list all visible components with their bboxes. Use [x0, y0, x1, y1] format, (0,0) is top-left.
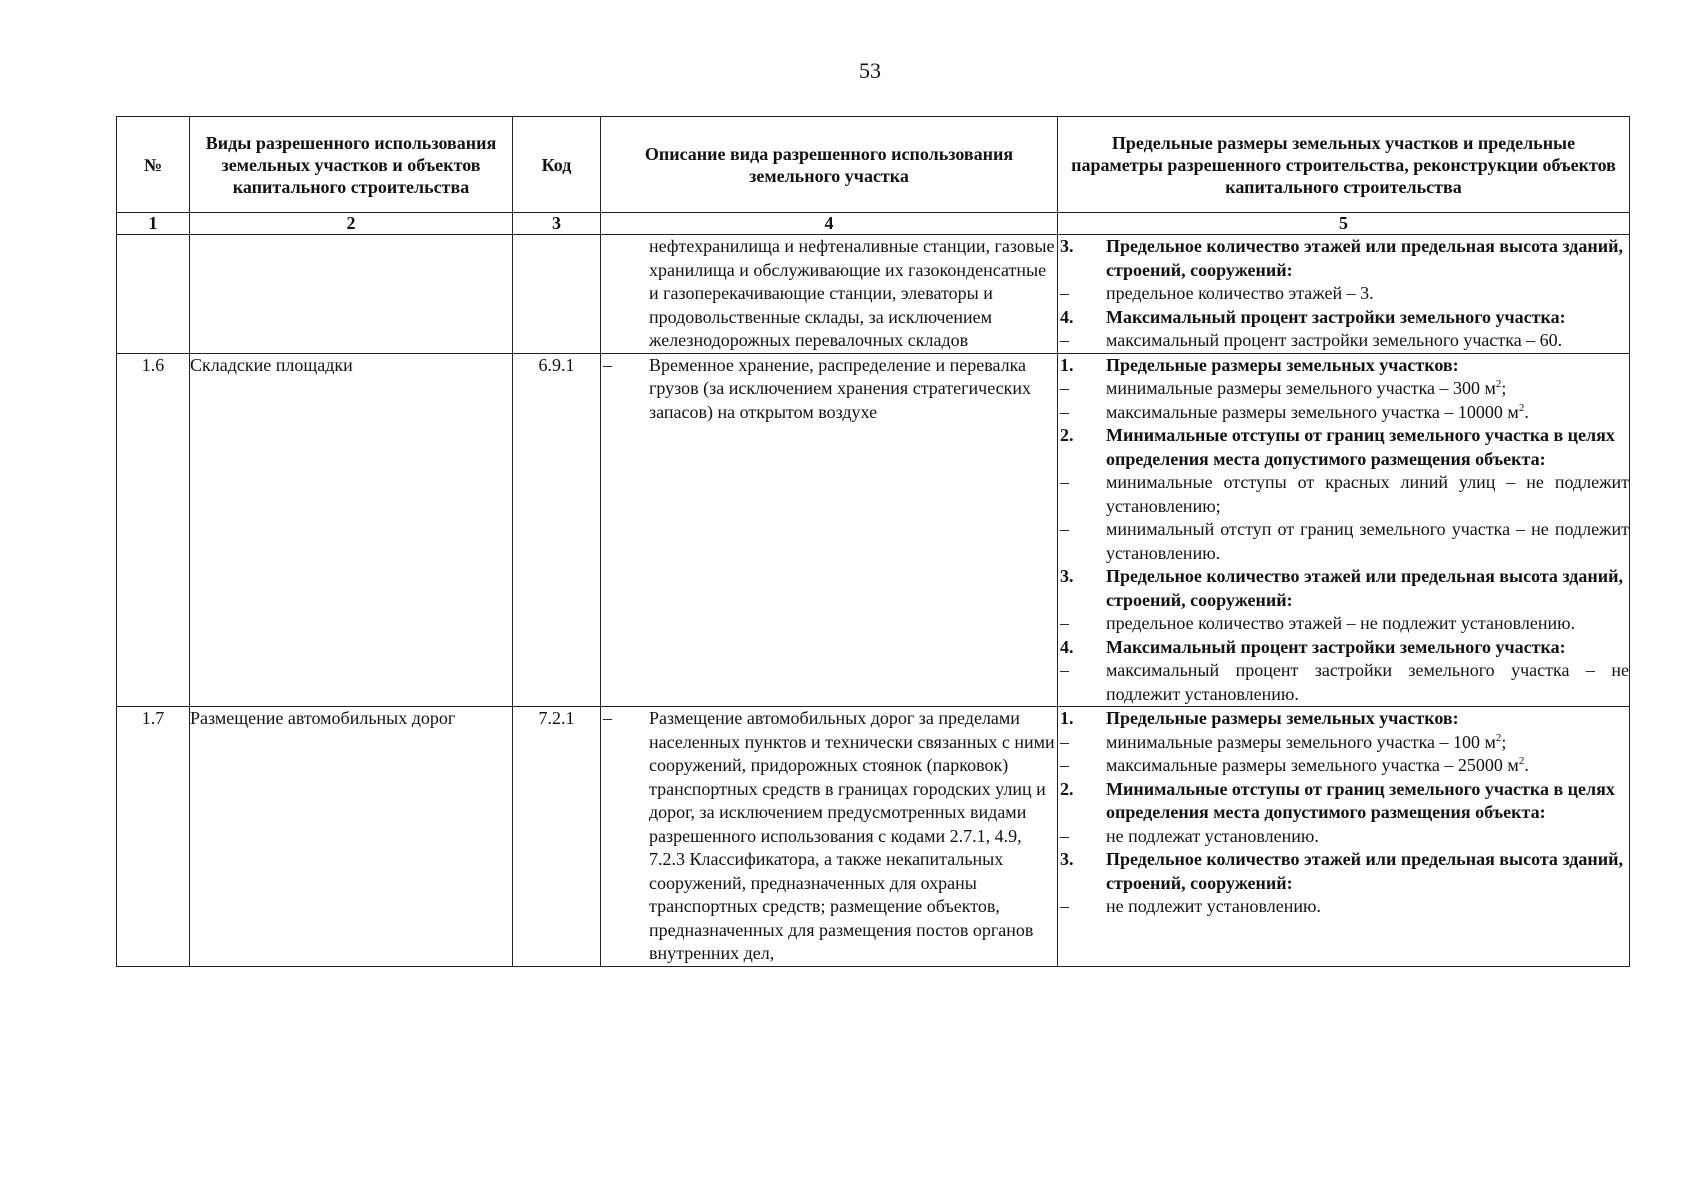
item-text: Предельное количество этажей или предельная высота зданий, строений, сооружений: — [1106, 566, 1624, 610]
row-parameters — [1058, 707, 1630, 967]
column-number: 2 — [190, 213, 513, 235]
table-body — [117, 235, 1630, 967]
item-text-wrap — [1106, 354, 1629, 378]
item-marker: 2. — [1060, 425, 1074, 445]
column-number: 1 — [117, 213, 190, 235]
item-text-wrap — [1106, 825, 1629, 849]
table-row — [117, 235, 1630, 354]
row-number — [117, 235, 190, 354]
page-number: 53 — [859, 58, 881, 83]
item-text-wrap — [1106, 282, 1629, 306]
item-text: Максимальный процент застройки земельного участка: — [1106, 306, 1566, 327]
item-text: нефтехранилища и нефтеналивные станции, газовые хранилища и обслуживающие их газоконденсатные и газоперекачивающие станции, элеваторы и продовольственные склады, за исключением железнодорожных перевалочных складов — [649, 236, 1055, 350]
item-text-wrap — [1106, 306, 1629, 330]
unit-superscript: 2 — [1518, 755, 1525, 767]
row-parameters — [1058, 235, 1630, 354]
params-item — [1058, 848, 1629, 895]
item-text-wrap — [1106, 895, 1629, 919]
regulations-table — [116, 116, 1630, 967]
item-text-wrap — [649, 235, 1057, 353]
item-marker: – — [1060, 330, 1069, 350]
item-text-wrap — [649, 707, 1057, 966]
item-marker: – — [1060, 401, 1069, 422]
row-use-type: Складские площадки — [190, 353, 513, 707]
item-marker: – — [1060, 755, 1069, 775]
item-marker: 1. — [1060, 354, 1074, 375]
item-text: минимальные размеры земельного участка – 300 м — [1106, 378, 1496, 398]
item-text-tail: . — [1524, 755, 1529, 775]
item-text-wrap — [1106, 612, 1629, 636]
item-text-wrap — [649, 354, 1057, 425]
row-code — [513, 235, 601, 354]
params-item — [1058, 778, 1629, 825]
item-marker: – — [1060, 378, 1069, 398]
item-marker: 4. — [1060, 306, 1074, 327]
item-text-wrap — [1106, 235, 1629, 282]
row-parameters — [1058, 353, 1630, 707]
params-item — [1058, 471, 1629, 518]
item-text-wrap — [1106, 471, 1629, 518]
params-item — [1058, 235, 1629, 282]
header-code: Код — [513, 117, 601, 213]
header-type: Виды разрешенного использования земельных участков и объектов капитального строительства — [190, 117, 513, 213]
item-marker: 2. — [1060, 778, 1074, 799]
row-number: 1.7 — [117, 707, 190, 967]
item-text-wrap — [1106, 659, 1629, 706]
item-marker: – — [1060, 731, 1069, 752]
item-text-wrap — [1106, 518, 1629, 565]
item-text: не подлежат установлению. — [1106, 825, 1319, 846]
params-item — [1058, 306, 1629, 330]
item-text: Минимальные отступы от границ земельного участка в целях определения места допустимого размещения объекта: — [1106, 778, 1615, 822]
item-text: предельное количество этажей – не подлежит установлению. — [1106, 613, 1576, 633]
row-code: 7.2.1 — [513, 707, 601, 967]
row-description — [601, 353, 1058, 707]
params-item — [1058, 282, 1629, 306]
item-marker: 3. — [1060, 849, 1074, 869]
params-item — [1058, 354, 1629, 378]
row-use-type: Размещение автомобильных дорог — [190, 707, 513, 967]
unit-superscript: 2 — [1495, 378, 1502, 390]
params-item — [1058, 825, 1629, 849]
column-number: 4 — [601, 213, 1058, 235]
item-text: не подлежит установлению. — [1106, 896, 1321, 916]
item-marker: – — [603, 354, 612, 375]
params-item — [1058, 329, 1629, 353]
item-text-wrap — [1106, 754, 1629, 778]
table-row — [117, 707, 1630, 967]
item-text-wrap — [1106, 848, 1629, 895]
item-marker — [601, 235, 649, 353]
item-marker: 3. — [1060, 566, 1074, 586]
table-row — [117, 353, 1630, 707]
row-code: 6.9.1 — [513, 353, 601, 707]
item-marker: 4. — [1060, 636, 1074, 657]
item-marker: – — [1060, 613, 1069, 633]
item-text: Максимальный процент застройки земельного участка: — [1106, 636, 1566, 657]
item-text-tail: ; — [1501, 378, 1507, 398]
item-text: максимальный процент застройки земельного участка – 60. — [1106, 330, 1563, 350]
description-item — [601, 354, 1057, 425]
header-params: Предельные размеры земельных участков и предельные параметры разрешенного строительства, реконструкции объектов капитального строительства — [1058, 117, 1630, 213]
item-marker: – — [1060, 283, 1069, 303]
item-text-wrap — [1106, 377, 1629, 401]
params-item — [1058, 401, 1629, 425]
params-item — [1058, 754, 1629, 778]
params-item — [1058, 377, 1629, 401]
item-text: Предельное количество этажей или предельная высота зданий, строений, сооружений: — [1106, 849, 1624, 893]
row-description — [601, 235, 1058, 354]
item-text-wrap — [1106, 731, 1629, 755]
item-text: максимальные размеры земельного участка – 25000 м — [1106, 755, 1519, 775]
column-number: 5 — [1058, 213, 1630, 235]
item-text-tail: . — [1524, 401, 1529, 422]
item-text: Предельные размеры земельных участков: — [1106, 354, 1459, 375]
item-text: минимальные размеры земельного участка – 100 м — [1106, 731, 1496, 752]
row-number: 1.6 — [117, 353, 190, 707]
item-marker: 3. — [1060, 236, 1074, 256]
item-marker: – — [1060, 660, 1069, 680]
column-number-row — [117, 213, 1630, 235]
item-text: Размещение автомобильных дорог за пределами населенных пунктов и технически связанных с ними сооружений, придорожных стоянок (парковок) транспортных средств в границах городских улиц и дорог, за исключением предусмотренных видами разрешенного использования с кодами 2.7.1, 4.9, 7.2.3 Классификатора, а также некапитальных сооружений, предназначенных для охраны транспортных средств; размещение объектов, предназначенных для размещения постов органов внутренних дел, — [649, 708, 1055, 963]
item-marker: – — [1060, 825, 1069, 846]
item-text-wrap — [1106, 329, 1629, 353]
item-text: максимальный процент застройки земельного участка – не подлежит установлению. — [1106, 660, 1629, 704]
item-text: Предельное количество этажей или предельная высота зданий, строений, сооружений: — [1106, 236, 1624, 280]
params-item — [1058, 731, 1629, 755]
item-marker: – — [1060, 472, 1069, 492]
column-number: 3 — [513, 213, 601, 235]
item-marker: – — [1060, 519, 1069, 539]
table-header-row — [117, 117, 1630, 213]
item-text: Временное хранение, распределение и перевалка грузов (за исключением хранения стратегических запасов) на открытом воздухе — [649, 354, 1032, 422]
item-marker: 1. — [1060, 708, 1074, 728]
unit-superscript: 2 — [1518, 401, 1525, 414]
params-item — [1058, 895, 1629, 919]
params-item — [1058, 565, 1629, 612]
item-text-wrap — [1106, 401, 1629, 425]
item-text-wrap — [1106, 565, 1629, 612]
item-text-wrap — [1106, 707, 1629, 731]
params-item — [1058, 636, 1629, 660]
row-description — [601, 707, 1058, 967]
item-text: Предельные размеры земельных участков: — [1106, 708, 1459, 728]
params-item — [1058, 424, 1629, 471]
item-text: минимальный отступ от границ земельного участка – не подлежит установлению. — [1106, 519, 1629, 563]
item-text: Минимальные отступы от границ земельного участка в целях определения места допустимого размещения объекта: — [1106, 425, 1615, 469]
params-item — [1058, 659, 1629, 706]
unit-superscript: 2 — [1495, 731, 1502, 744]
item-text: максимальные размеры земельного участка – 10000 м — [1106, 401, 1519, 422]
item-text: предельное количество этажей – 3. — [1106, 283, 1374, 303]
params-item — [1058, 612, 1629, 636]
row-use-type — [190, 235, 513, 354]
item-text-wrap — [1106, 636, 1629, 660]
description-item — [601, 235, 1057, 353]
header-description: Описание вида разрешенного использования земельного участка — [601, 117, 1058, 213]
item-text-wrap — [1106, 778, 1629, 825]
params-item — [1058, 707, 1629, 731]
item-text-wrap — [1106, 424, 1629, 471]
item-marker: – — [1060, 896, 1069, 916]
item-text: минимальные отступы от красных линий улиц – не подлежит установлению; — [1106, 472, 1629, 516]
item-text-tail: ; — [1501, 731, 1507, 752]
item-marker: – — [603, 708, 612, 728]
description-item — [601, 707, 1057, 966]
header-num: № — [117, 117, 190, 213]
params-item — [1058, 518, 1629, 565]
